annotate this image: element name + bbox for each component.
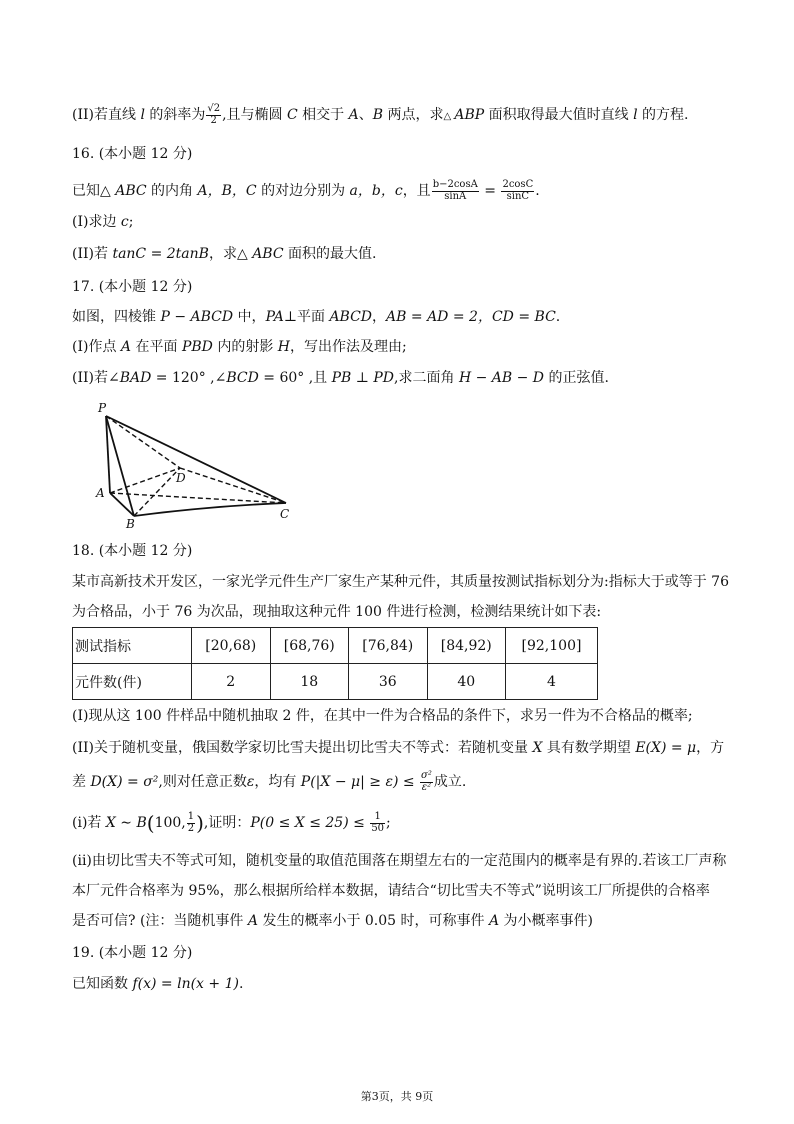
math-var: a，b，c: [349, 183, 403, 199]
table-cell: 18: [270, 664, 349, 700]
q18-header: 18. (本小题 12 分): [72, 543, 193, 559]
text: 发生的概率小于 0.05 时，可称事件: [258, 913, 489, 929]
table-row: [73, 628, 598, 664]
paren: ): [196, 811, 204, 835]
edge-DC: [180, 468, 286, 503]
text: ;: [128, 214, 134, 230]
fraction-numerator: σ²: [421, 770, 432, 781]
text: 两点，求: [383, 107, 444, 123]
text: 是否可信? (注：当随机事件: [72, 913, 248, 929]
math-var: l: [633, 107, 638, 123]
fraction-numerator: √2: [207, 103, 221, 114]
text: ,且与椭圆: [222, 107, 288, 123]
text: 面积取得最大值时直线: [484, 107, 634, 123]
text: ⊥平面: [283, 309, 330, 325]
math-var: A，B，C: [197, 183, 257, 199]
math-expr: tanC = 2tanB: [112, 246, 209, 262]
text: 面积的最大值.: [283, 246, 377, 262]
table-cell: 40: [427, 664, 506, 700]
solid-edges: [106, 416, 286, 516]
text: 差: [72, 774, 91, 790]
text: (I)作点: [72, 339, 121, 355]
q18-sub-ii-line2: 本厂元件合格率为 95%，那么根据所给样本数据，请结合“切比雪夫不等式”说明该工厂所提供的合格率: [72, 883, 710, 899]
text: ，方: [696, 740, 725, 756]
text: 已知函数: [72, 976, 133, 992]
q17-statement: [72, 309, 734, 327]
math-expr: X ∼ B: [105, 815, 147, 831]
text: ，: [372, 309, 387, 325]
q18-statement-line1: 某市高新技术开发区，一家光学元件生产厂家生产某种元件，其质量按测试指标划分为:指标大于或等于 76: [72, 574, 729, 590]
table-cell: 36: [349, 664, 428, 700]
table-cell: 4: [506, 664, 598, 700]
text: (i)若: [72, 815, 106, 831]
text: ，求△: [208, 246, 253, 262]
fraction: [501, 180, 534, 202]
math-expr: PB ⊥ PD: [331, 370, 395, 386]
text: ，且: [402, 183, 431, 199]
text: 的正弦值.: [544, 370, 609, 386]
q16-header: 16. (本小题 12 分): [72, 146, 193, 162]
text: 的内角: [146, 183, 198, 199]
q16-statement: [72, 180, 734, 202]
q17-part1: [72, 339, 734, 357]
fraction-denominator: sinA: [444, 190, 467, 202]
vertex-label-P: P: [98, 401, 107, 415]
edge-PD: [106, 416, 180, 468]
q17-header: 17. (本小题 12 分): [72, 279, 193, 295]
fraction-numerator: 1: [370, 812, 385, 824]
fraction: [432, 180, 479, 202]
edge-PB: [106, 416, 134, 516]
fraction-denominator: 2: [187, 822, 195, 834]
q18-part2-line2: [72, 771, 734, 793]
text: (I)求边: [72, 214, 121, 230]
q19-header: 19. (本小题 12 分): [72, 945, 193, 961]
hidden-edges: [106, 416, 286, 516]
table-cell: [84,92): [427, 628, 506, 664]
fraction-denominator: 50: [371, 822, 385, 834]
math-expr: P(|X − μ| ≥ ε) ≤: [300, 774, 420, 790]
text: 相交于: [297, 107, 349, 123]
text: .: [535, 183, 540, 199]
fraction: [187, 812, 195, 834]
page-footer: 第3页，共 9页: [360, 1090, 434, 1103]
fraction-denominator: ε²: [421, 781, 432, 793]
table-cell: [20,68): [192, 628, 271, 664]
text: 、: [358, 107, 373, 123]
math-var: C: [287, 107, 298, 123]
text: =: [479, 183, 501, 199]
math-num: 100,: [154, 815, 186, 831]
fraction-numerator: 1: [187, 811, 195, 822]
text: ;: [386, 815, 391, 831]
fraction-denominator: sinC: [506, 190, 530, 202]
edge-BC: [134, 503, 286, 516]
text: 为小概率事件): [499, 913, 594, 929]
text: 具有数学期望: [542, 740, 636, 756]
math-expr: H − AB − D: [458, 370, 545, 386]
text: ，均有: [254, 774, 301, 790]
text: 已知△: [72, 183, 116, 199]
vertex-label-A: A: [96, 486, 105, 500]
triangle-symbol: △: [443, 111, 455, 122]
text: ,则对任意正数: [158, 774, 247, 790]
math-expr: E(X) = μ: [635, 740, 697, 756]
q15-part2: [72, 104, 734, 126]
text: 如图，四棱锥: [72, 309, 161, 325]
table-cell: [92,100]: [506, 628, 598, 664]
math-expr: P(0 ≤ X ≤ 25) ≤: [250, 815, 370, 831]
q18-part1: (I)现从这 100 件样品中随机抽取 2 件，在其中一件为合格品的条件下，求另一件为不合格品的概率;: [72, 708, 693, 724]
math-var: PBD: [181, 339, 213, 355]
paren: (: [146, 811, 155, 835]
q18-sub-ii-line3: [72, 913, 734, 931]
math-var: H: [277, 339, 290, 355]
q16-part2: [72, 246, 734, 264]
math-var: ABC: [252, 246, 284, 262]
table-cell: [68,76): [270, 628, 349, 664]
table-cell: 2: [192, 664, 271, 700]
q17-part2: [72, 370, 734, 388]
q18-sub-i: [72, 812, 734, 834]
table-header-cell: 元件数(件): [73, 664, 192, 700]
text: (II)若直线: [72, 107, 141, 123]
text: ,证明：: [203, 815, 251, 831]
math-var: X: [532, 740, 543, 756]
fraction-numerator: 2cosC: [502, 179, 534, 190]
math-var: ABC: [115, 183, 147, 199]
math-expr: D(X) = σ²: [90, 774, 159, 790]
text: 在平面: [131, 339, 182, 355]
edge-AD: [110, 468, 180, 493]
fraction: [206, 104, 221, 126]
math-var: BCD: [226, 370, 259, 386]
text: 的斜率为: [144, 107, 206, 123]
q19-statement: [72, 976, 734, 994]
math-var: A: [120, 339, 132, 355]
fraction-numerator: b−2cosA: [432, 179, 478, 190]
math-var: A: [348, 107, 359, 123]
table-cell: [76,84): [349, 628, 428, 664]
text: 的对边分别为: [256, 183, 350, 199]
q18-part2-line1: [72, 740, 734, 758]
fraction-denominator: 2: [210, 114, 217, 126]
math-var: ABP: [454, 107, 485, 123]
text: ,求二面角: [394, 370, 459, 386]
math-var: ABCD: [329, 309, 373, 325]
q16-part1: [72, 214, 734, 232]
text: = 60° ,且: [258, 370, 332, 386]
vertex-label-B: B: [126, 517, 135, 530]
table-header-cell: 测试指标: [73, 628, 192, 664]
math-var: BAD: [119, 370, 152, 386]
vertex-label-D: D: [176, 471, 186, 485]
math-var: ε: [246, 774, 255, 790]
math-var: PA: [265, 309, 284, 325]
text: (II)若∠: [72, 370, 120, 386]
math-expr: P − ABCD: [160, 309, 234, 325]
text: 成立.: [433, 774, 467, 790]
q18-statement-line2: 为合格品，小于 76 为次品，现抽取这种元件 100 件进行检测，检测结果统计如下表:: [72, 604, 602, 620]
math-var: l: [140, 107, 145, 123]
text: (II)若: [72, 246, 113, 262]
text: 中，: [233, 309, 266, 325]
pyramid-figure: [90, 398, 300, 530]
math-expr: f(x) = ln(x + 1): [132, 976, 239, 992]
math-var: B: [372, 107, 384, 123]
edge-PC: [106, 416, 286, 503]
table-row: [73, 664, 598, 700]
vertex-label-C: C: [280, 507, 290, 521]
text: = 120° ,∠: [151, 370, 227, 386]
math-var: A: [247, 913, 258, 929]
text: ，写出作法及理由;: [290, 339, 407, 355]
math-var: c: [120, 214, 129, 230]
text: 内的射影: [212, 339, 278, 355]
text: .: [555, 309, 561, 325]
text: (II)关于随机变量，俄国数学家切比雪夫提出切比雪夫不等式：若随机变量: [72, 740, 533, 756]
text: 的方程.: [637, 107, 689, 123]
q18-sub-ii-line1: (ii)由切比雪夫不等式可知，随机变量的取值范围落在期望左右的一定范围内的概率是有界的.若该工厂声称: [72, 853, 727, 869]
math-var: A: [488, 913, 500, 929]
math-expr: AB = AD = 2，CD = BC: [386, 309, 556, 325]
q18-data-table: [72, 627, 598, 700]
fraction: [370, 812, 385, 834]
text: .: [238, 976, 244, 992]
fraction: [420, 771, 433, 793]
edge-BD: [134, 468, 180, 516]
